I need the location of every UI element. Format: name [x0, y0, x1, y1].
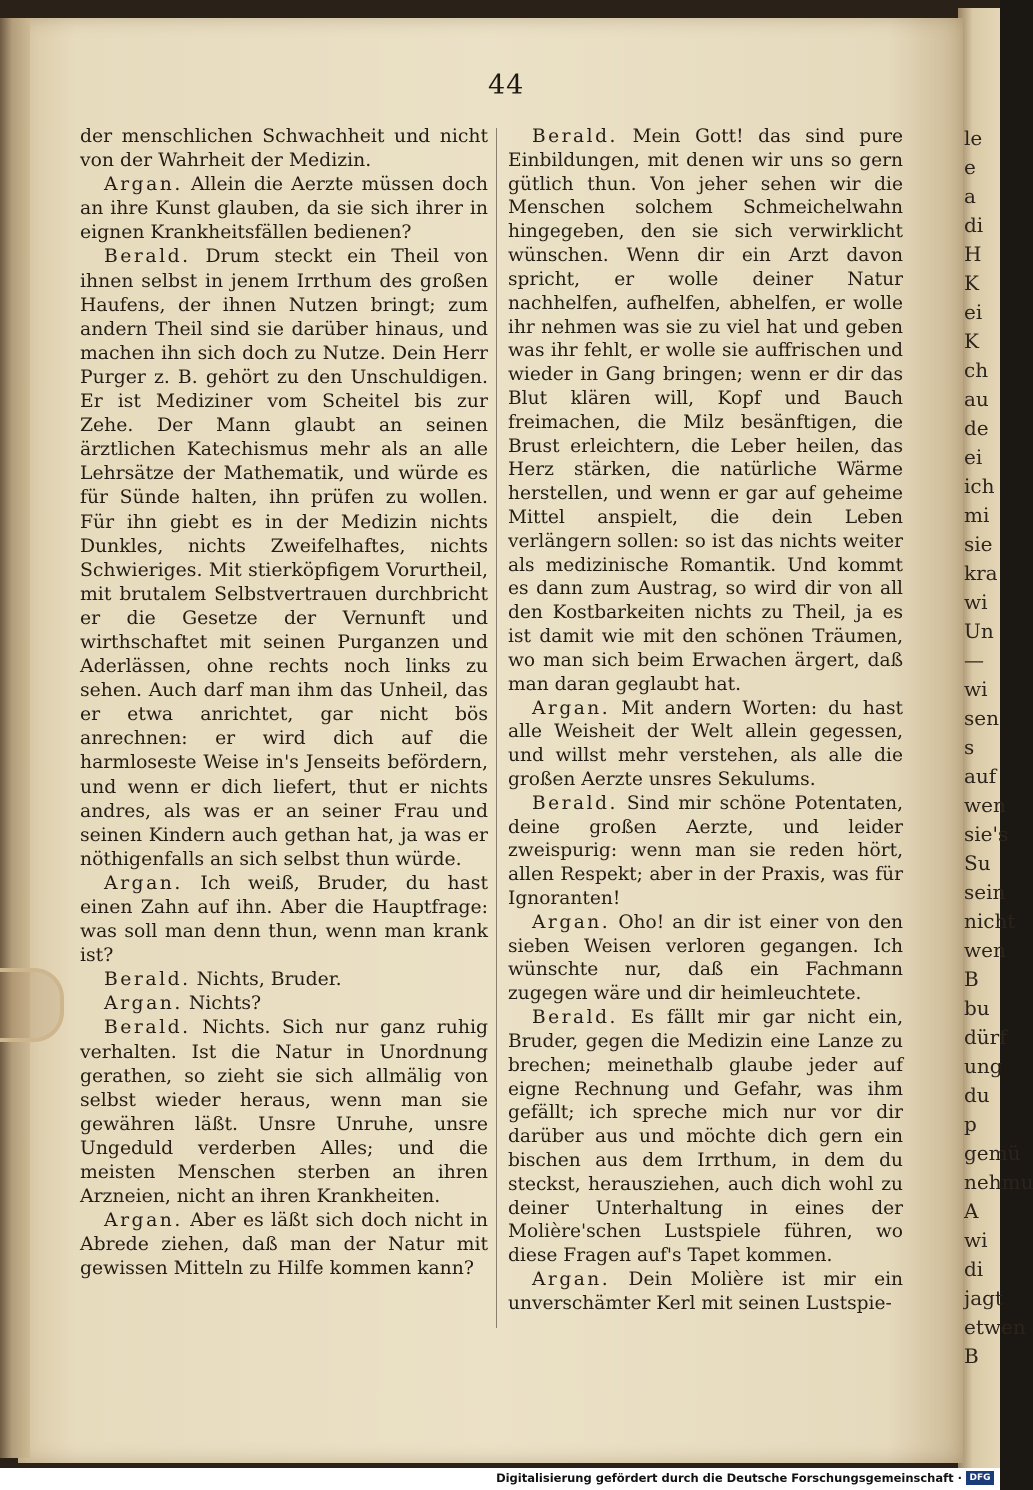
- speaker-name: Berald.: [104, 246, 191, 268]
- paragraph-text: Mein Gott! das sind pure Einbildungen, mit denen wir uns so gern gütlich thun. Von jeher sehen wir die Menschen solchem Schmeichelwahn hingegeben, den sie sich verwirklicht wünschen. Wenn dir ein Arzt davon spricht, er wolle deiner Natur nachhelfen, aufhelfen, abhelfen, er wolle ihr nehmen was sie zu viel hat und geben was ihr fehlt, er wolle sie auffrischen und wieder in Gang bringen; wenn er dir das Blut klären will, Kopf und Bauch freimachen, die Milz besänftigen, die Brust erleichtern, die Leber heilen, das Herz stärken, die natürliche Wärme herstellen, und wenn er gar auf geheime Mittel anspielt, die dein Leben verlängern sollen: so ist das nichts weiter als medizinische Romantik. Und kommt es dann zum Austrag, so wird dir von all den Kostbarkeiten nichts zu Theil, ja es ist damit wie mit den schönen Träumen, wo man sich beim Erwachen ärgert, daß man daran geglaubt hat.: [508, 126, 903, 695]
- adjacent-page-fragment: gemü: [964, 1141, 1021, 1165]
- adjacent-page-fragment: A: [964, 1199, 979, 1223]
- adjacent-page-fragment: sein: [964, 880, 1006, 904]
- adjacent-page-fragment: Su: [964, 851, 991, 875]
- adjacent-page-fragment: —: [964, 648, 984, 672]
- adjacent-page-fragment: s: [964, 735, 975, 759]
- adjacent-page-fragment: wen: [964, 793, 1006, 817]
- adjacent-page-fragment: mi: [964, 503, 990, 527]
- paragraph: [80, 872, 488, 968]
- speaker-name: Berald.: [104, 969, 191, 991]
- adjacent-page-fragment: B: [964, 967, 979, 991]
- paragraph-text: der menschlichen Schwachheit und nicht von der Wahrheit der Medizin.: [80, 126, 488, 172]
- adjacent-page-fragment: e: [964, 155, 976, 179]
- paragraph-text: Sind mir schöne Potentaten, deine großen Aerzte, und leider zweispurig: wenn man sie reden hört, allen Respekt; aber in der Praxis, was für Ignoranten!: [508, 792, 904, 909]
- paragraph: [508, 911, 903, 1006]
- adjacent-page-fragment: wi: [964, 1228, 988, 1252]
- speaker-name: Berald.: [104, 1017, 191, 1039]
- adjacent-page-fragment: auf: [964, 764, 997, 788]
- paragraph: [508, 125, 903, 697]
- dfg-logo: DFG: [966, 1471, 994, 1485]
- paragraph: [80, 125, 488, 173]
- paragraph-text: Nichts?: [188, 993, 262, 1015]
- paragraph-text: Dein Molière ist mir ein unverschämter Kerl mit seinen Lustspie-: [508, 1269, 903, 1314]
- right-text-column: [508, 125, 903, 1316]
- adjacent-page-fragment: wi: [964, 677, 988, 701]
- adjacent-page-fragment: K: [964, 271, 979, 295]
- adjacent-page-fragment: sie: [964, 532, 993, 556]
- column-divider: [496, 128, 497, 1328]
- paragraph: [80, 1016, 488, 1209]
- adjacent-page-fragment: ei: [964, 445, 983, 469]
- adjacent-page-fragment: dürf: [964, 1025, 1007, 1049]
- paragraph-text: Nichts, Bruder.: [196, 969, 342, 991]
- page-number: 44: [488, 70, 525, 101]
- paragraph: [80, 1209, 488, 1281]
- speaker-name: Argan.: [104, 1210, 183, 1232]
- adjacent-page-fragment: etwen: [964, 1315, 1026, 1339]
- adjacent-page-fragment: sie's: [964, 822, 1009, 846]
- adjacent-page-fragment: bu: [964, 996, 990, 1020]
- speaker-name: Argan.: [532, 1269, 611, 1290]
- adjacent-page-fragment: di: [964, 1257, 984, 1281]
- speaker-name: Argan.: [104, 174, 183, 196]
- paragraph-text: Ich weiß, Bruder, du hast einen Zahn auf ihn. Aber die Hauptfrage: was soll man denn thun, wenn man krank ist?: [80, 872, 488, 967]
- paragraph-text: Es fällt mir gar nicht ein, Bruder, gegen die Medizin eine Lanze zu brechen; meinethalb glaube jeder auf eigne Rechnung und Gefahr, was ihm gefällt; ich spreche mich nur vor dir darüber aus und möchte dich gern ein bischen aus dem Irrthum, in dem du steckst, herausziehen, auch dich wohl zu deiner Unterhaltung in eines der Molière'schen Lustspiele führen, wo diese Fragen auf's Tapet kommen.: [508, 1007, 903, 1267]
- paragraph: [80, 968, 488, 992]
- speaker-name: Argan.: [532, 697, 611, 719]
- adjacent-page-fragment: de: [964, 416, 989, 440]
- paragraph: [508, 1268, 903, 1316]
- speaker-name: Argan.: [532, 911, 611, 933]
- speaker-name: Berald.: [532, 1007, 618, 1029]
- adjacent-page-fragment: wi: [964, 590, 988, 614]
- funding-credit: Digitalisierung gefördert durch die Deutsche Forschungsgemeinschaft ·: [496, 1471, 962, 1485]
- paragraph: [508, 1006, 903, 1268]
- paragraph: [80, 245, 488, 871]
- adjacent-page-fragment: wen: [964, 938, 1006, 962]
- adjacent-page-fragment: nicht: [964, 909, 1016, 933]
- adjacent-page-fragment: nehmu: [964, 1170, 1033, 1194]
- paragraph-text: Mit andern Worten: du hast alle Weisheit der Welt allein gegessen, und willst mehr verstehen, als alle die großen Aerzte unsres Sekulums.: [508, 697, 903, 790]
- paragraph-text: Oho! an dir ist einer von den sieben Weisen verloren gegangen. Ich wünschte nur, daß ein Fachmann zugegen wäre und dir heimleuchtete.: [508, 911, 903, 1005]
- adjacent-page-fragment: ch: [964, 358, 989, 382]
- page-gutter: [0, 18, 30, 1458]
- paragraph-text: Aber es läßt sich doch nicht in Abrede ziehen, daß man der Natur mit gewissen Mitteln zu Hilfe kommen kann?: [80, 1210, 488, 1280]
- adjacent-page-fragment: ung: [964, 1054, 1003, 1078]
- paragraph-text: Drum steckt ein Theil von ihnen selbst in jenem Irrthum des großen Haufens, der ihnen Nutzen bringt; zum andern Theil sind sie darüber hinaus, und machen ihn sich doch zu Nutze. Dein Herr Purger z. B. gehört zu den Unschuldigen. Er ist Mediziner vom Scheitel bis zur Zehe. Der Mann glaubt an seinen ärztlichen Katechismus mehr als an alle Lehrsätze der Mathematik, und würde es für Sünde halten, ihn prüfen zu wollen. Für ihn giebt es in der Medizin nichts Dunkles, nichts Zweifelhaftes, nichts Schwieriges. Mit stierköpfigem Vorurtheil, mit brutalem Selbstvertrauen durchbricht er die Gesetze der Vernunft und wirthschaftet mit seinen Purganzen und Aderlässen, ohne rechts noch links zu sehen. Auch darf man ihm das Unheil, das er etwa anrichtet, gar nicht bös anrechnen: er wird dich auf die harmloseste Weise in's Jenseits befördern, und wenn er dich liefert, thut er nichts andres, als was er an seiner Frau und seinen Kindern auch gethan hat, ja was er nöthigenfalls an sich selbst thun würde.: [80, 246, 488, 870]
- speaker-name: Berald.: [532, 792, 618, 814]
- adjacent-page-fragment: jagt: [964, 1286, 1003, 1310]
- speaker-name: Argan.: [104, 872, 183, 894]
- adjacent-page-fragment: du: [964, 1083, 990, 1107]
- adjacent-page-fragment: H: [964, 242, 982, 266]
- paragraph: [80, 992, 488, 1016]
- paragraph-text: Allein die Aerzte müssen doch an ihre Kunst glauben, da sie sich ihrer in eignen Krankheitsfällen bedienen?: [80, 174, 488, 244]
- adjacent-page-fragment: kra: [964, 561, 998, 585]
- speaker-name: Argan.: [104, 993, 183, 1015]
- adjacent-page-fragment: B: [964, 1344, 979, 1368]
- adjacent-page-fragment: sen: [964, 706, 999, 730]
- adjacent-page-fragment: di: [964, 213, 984, 237]
- paragraph: [508, 792, 903, 911]
- adjacent-page-fragment: p: [964, 1112, 977, 1136]
- adjacent-page-fragment: au: [964, 387, 989, 411]
- paragraph-text: Nichts. Sich nur ganz ruhig verhalten. Ist die Natur in Unordnung gerathen, so zieht sie sich allmälig von selbst wieder heraus, wenn man sie gewähren läßt. Unsre Unruhe, unsre Ungeduld verderben Alles; und die meisten Menschen sterben an ihren Arzneien, nicht an ihren Krankheiten.: [80, 1017, 488, 1208]
- paragraph: [508, 697, 903, 792]
- page-clip: [0, 968, 64, 1042]
- adjacent-page-fragment: ich: [964, 474, 995, 498]
- left-text-column: [80, 125, 488, 1282]
- adjacent-page-fragment: ei: [964, 300, 983, 324]
- adjacent-page-fragment: a: [964, 184, 976, 208]
- adjacent-page-fragment: le: [964, 126, 983, 150]
- adjacent-page-edge: [958, 8, 1033, 1468]
- adjacent-page-fragment: K: [964, 329, 979, 353]
- adjacent-page-fragment: Un: [964, 619, 994, 643]
- paragraph: [80, 173, 488, 245]
- footer-bar: [0, 1468, 1000, 1490]
- speaker-name: Berald.: [532, 126, 618, 147]
